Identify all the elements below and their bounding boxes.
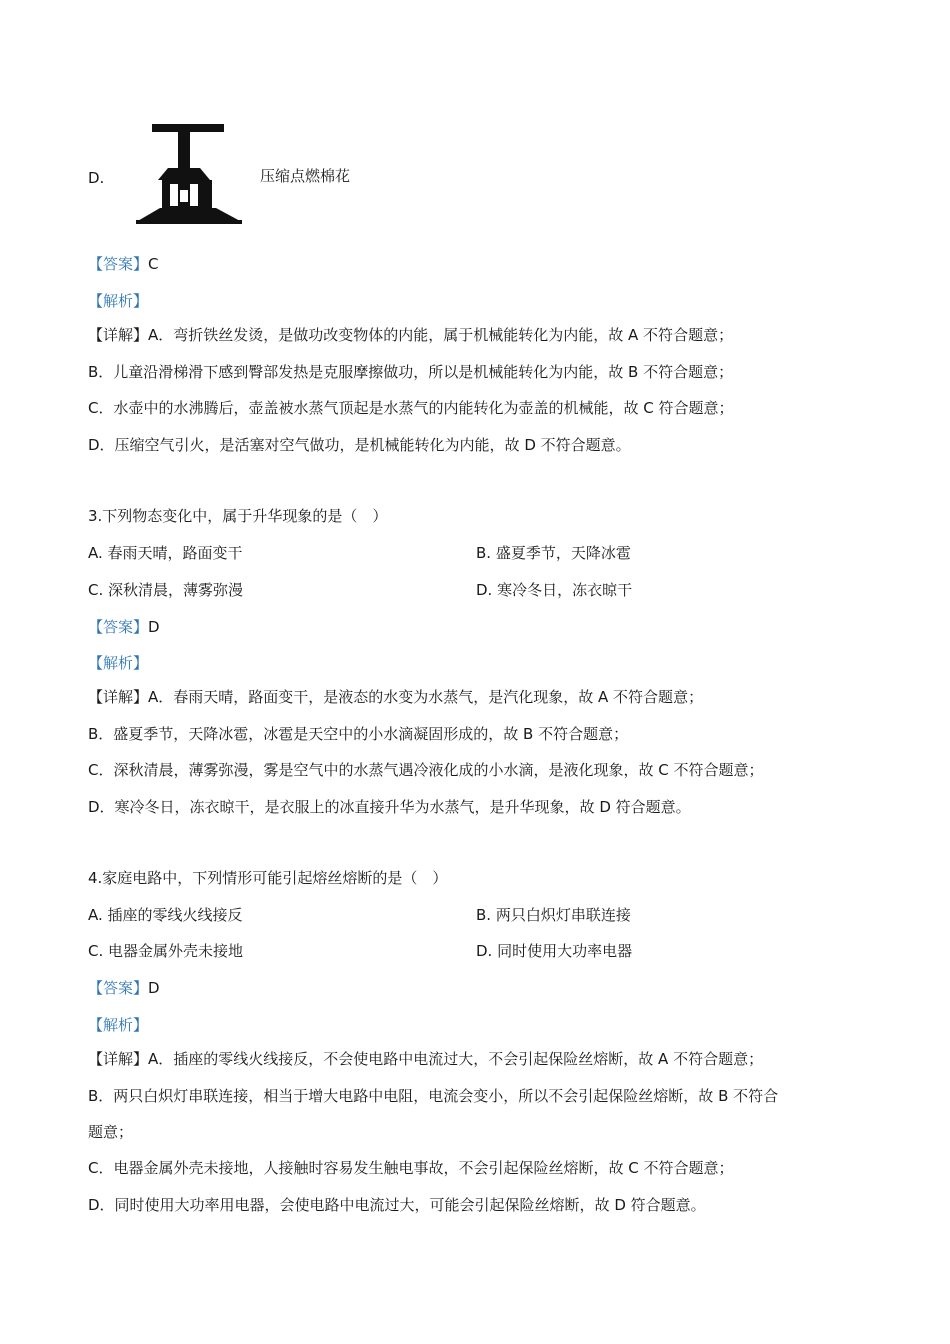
answer-value: D xyxy=(148,979,160,997)
q2-analysis-label: 【解析】 xyxy=(88,292,149,310)
q3-option-d: D. 寒冷冬日，冻衣晾干 xyxy=(476,581,633,599)
q3-detail-d: D．寒冷冬日，冻衣晾干，是衣服上的冰直接升华为水蒸气，是升华现象，故 D 符合题意。 xyxy=(88,798,691,816)
q2-option-d-caption: 压缩点燃棉花 xyxy=(260,167,351,185)
q4-detail-b-cont: 题意； xyxy=(88,1123,134,1141)
q3-stem: 3.下列物态变化中，属于升华现象的是（ ） xyxy=(88,507,388,525)
q2-detail-a: 【详解】A．弯折铁丝发烫，是做功改变物体的内能，属于机械能转化为内能，故 A 不符合题意； xyxy=(88,326,734,344)
q4-option-c: C. 电器金属外壳未接地 xyxy=(88,942,244,960)
q3-detail-c: C．深秋清晨，薄雾弥漫，雾是空气中的水蒸气遇冷液化成的小水滴，是液化现象，故 C 不符合题意； xyxy=(88,761,764,779)
answer-value: C xyxy=(148,255,159,273)
q4-detail-c: C．电器金属外壳未接地，人接触时容易发生触电事故，不会引起保险丝熔断，故 C 不符合题意； xyxy=(88,1159,734,1177)
q3-detail-a: 【详解】A．春雨天晴，路面变干，是液态的水变为水蒸气，是汽化现象，故 A 不符合题意； xyxy=(88,688,704,706)
q4-option-a: A. 插座的零线火线接反 xyxy=(88,906,243,924)
q4-answer xyxy=(88,978,160,998)
q3-option-a: A. 春雨天晴，路面变干 xyxy=(88,544,243,562)
answer-label: 【答案】 xyxy=(88,255,149,273)
q4-option-d: D. 同时使用大功率电器 xyxy=(476,942,633,960)
piston-cylinder-figure xyxy=(132,120,244,230)
q2-detail-d: D．压缩空气引火，是活塞对空气做功，是机械能转化为内能，故 D 不符合题意。 xyxy=(88,436,631,454)
q4-detail-d: D．同时使用大功率用电器，会使电路中电流过大，可能会引起保险丝熔断，故 D 符合题意。 xyxy=(88,1196,706,1214)
q3-analysis-label: 【解析】 xyxy=(88,654,149,672)
answer-value: D xyxy=(148,618,160,636)
q2-detail-c: C．水壶中的水沸腾后，壶盖被水蒸气顶起是水蒸气的内能转化为壶盖的机械能，故 C 符合题意； xyxy=(88,399,734,417)
q2-option-d-letter: D. xyxy=(88,169,105,187)
q4-stem: 4.家庭电路中，下列情形可能引起熔丝熔断的是（ ） xyxy=(88,869,448,887)
answer-label: 【答案】 xyxy=(88,979,149,997)
q4-detail-a: 【详解】A．插座的零线火线接反，不会使电路中电流过大，不会引起保险丝熔断，故 A 不符合题意； xyxy=(88,1050,764,1068)
q2-answer xyxy=(88,254,159,274)
answer-label: 【答案】 xyxy=(88,618,149,636)
q2-detail-b: B．儿童沿滑梯滑下感到臀部发热是克服摩擦做功，所以是机械能转化为内能，故 B 不符合题意； xyxy=(88,363,734,381)
q4-detail-b: B．两只白炽灯串联连接，相当于增大电路中电阻，电流会变小，所以不会引起保险丝熔断，故 B 不符合 xyxy=(88,1087,779,1105)
q3-detail-b: B．盛夏季节，天降冰雹，冰雹是天空中的小水滴凝固形成的，故 B 不符合题意； xyxy=(88,725,629,743)
q3-option-b: B. 盛夏季节，天降冰雹 xyxy=(476,544,631,562)
q4-analysis-label: 【解析】 xyxy=(88,1016,149,1034)
q4-option-b: B. 两只白炽灯串联连接 xyxy=(476,906,631,924)
q3-answer xyxy=(88,617,160,637)
q3-option-c: C. 深秋清晨，薄雾弥漫 xyxy=(88,581,244,599)
